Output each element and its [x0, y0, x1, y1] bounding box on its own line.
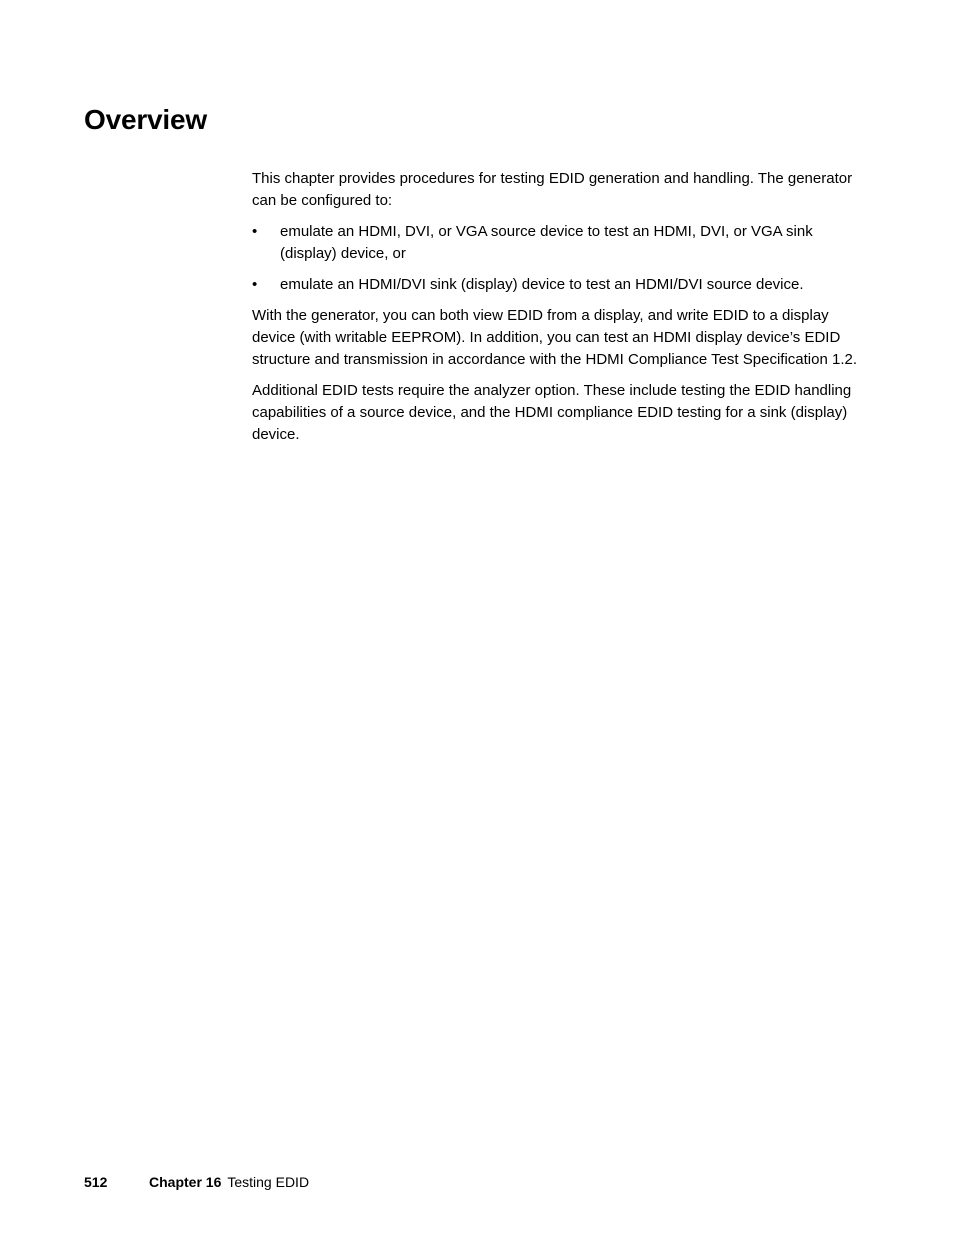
intro-paragraph: This chapter provides procedures for testing EDID generation and handling. The generator can be configured to:: [252, 170, 853, 209]
generator-paragraph: With the generator, you can both view EDID from a display, and write EDID to a display device (with writable EEPROM). In addition, you can test an HDMI display device’s EDID structure and transmission in accordance with the HDMI Compliance Test Specification 1.2.: [252, 307, 858, 368]
bullet-list: [252, 221, 872, 296]
list-item-text: emulate an HDMI, DVI, or VGA source device to test an HDMI, DVI, or VGA sink (display) device, or: [280, 223, 813, 262]
page-number: 512: [84, 1174, 108, 1190]
list-item-text: emulate an HDMI/DVI sink (display) device to test an HDMI/DVI source device.: [280, 276, 804, 293]
list-item: [252, 274, 872, 296]
bullet-icon: •: [252, 223, 258, 240]
analyzer-paragraph: Additional EDID tests require the analyzer option. These include testing the EDID handling capabilities of a source device, and the HDMI compliance EDID testing for a sink (display) device.: [252, 382, 852, 443]
chapter-title: Testing EDID: [227, 1174, 310, 1190]
page-title: Overview: [84, 104, 207, 135]
list-item: [252, 221, 872, 265]
bullet-icon: •: [252, 276, 258, 293]
page-footer: [84, 1172, 309, 1192]
chapter-label: Chapter 16: [149, 1174, 222, 1190]
body-text: [252, 168, 872, 455]
